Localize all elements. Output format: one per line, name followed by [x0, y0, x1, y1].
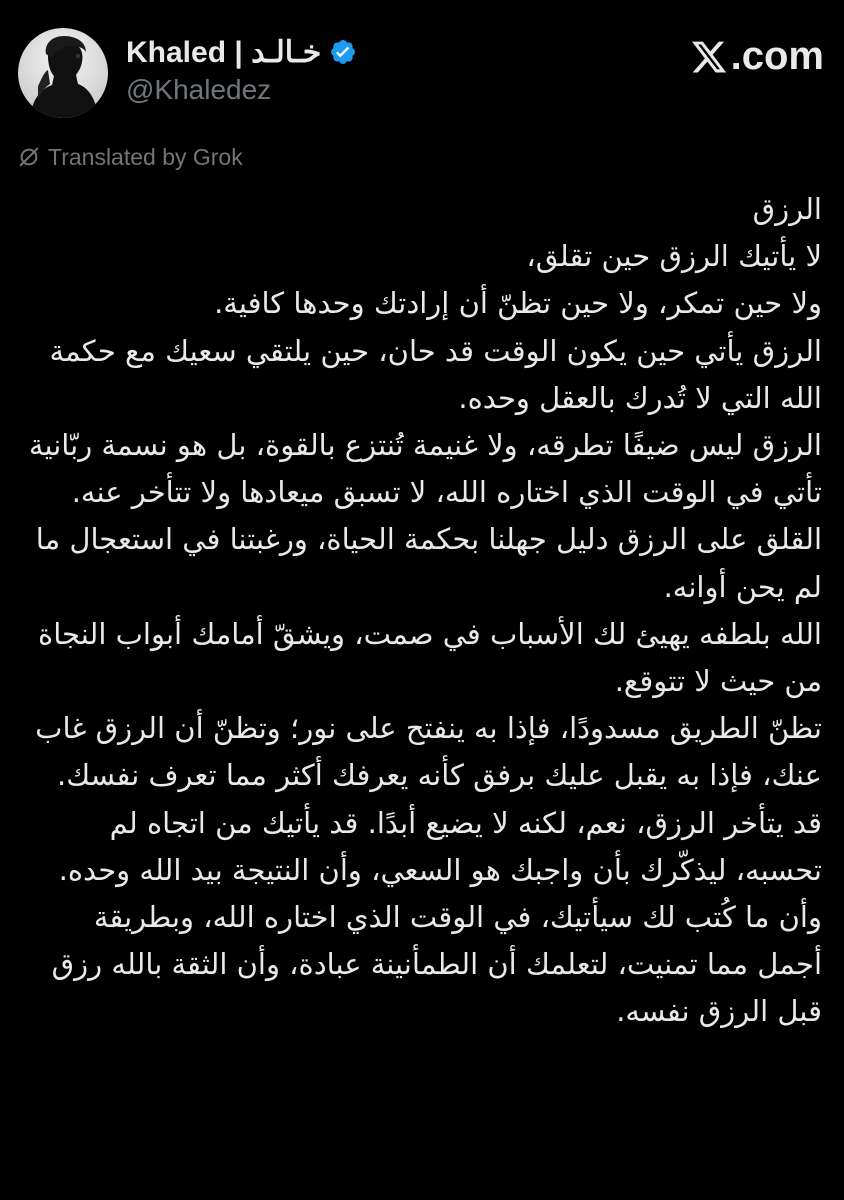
- avatar[interactable]: [18, 28, 108, 118]
- brand-domain-label: .com: [730, 34, 824, 78]
- post-paragraph: الله بلطفه يهيئ لك الأسباب في صمت، ويشقّ أمامك أبواب النجاة من حيث لا تتوقع.: [38, 616, 822, 699]
- translation-notice[interactable]: [18, 142, 243, 172]
- post-header: [18, 22, 826, 112]
- verified-badge-icon: [329, 38, 357, 66]
- grok-icon: [18, 146, 40, 168]
- post-paragraph: الرزق: [752, 192, 822, 226]
- brand-watermark: [689, 34, 824, 79]
- post-paragraph: تظنّ الطريق مسدودًا، فإذا به ينفتح على نور؛ وتظنّ أن الرزق غاب عنك، فإذا به يقبل عليك برفق كأنه يعرفك أكثر مما تعرف نفسك.: [35, 711, 822, 793]
- author-handle[interactable]: @Khaledez: [126, 74, 272, 105]
- author-display-name[interactable]: Khaled | خـالـد: [126, 35, 322, 69]
- post-paragraph: الرزق ليس ضيفًا تطرقه، ولا غنيمة تُنتزع بالقوة، بل هو نسمة ربّانية تأتي في الوقت الذي اختاره الله، لا تسبق ميعادها ولا تتأخر عنه.: [28, 428, 822, 510]
- post-paragraph: قد يتأخر الرزق، نعم، لكنه لا يضيع أبدًا. قد يأتيك من اتجاه لم تحسبه، ليذكّرك بأن واجبك هو السعي، وأن النتيجة بيد الله وحده.: [58, 805, 822, 887]
- author-name-row: [126, 32, 357, 72]
- post-paragraph: الرزق يأتي حين يكون الوقت قد حان، حين يلتقي سعيك مع حكمة الله التي لا تُدرك بالعقل وحده.: [49, 333, 822, 415]
- post-paragraph: وأن ما كُتب لك سيأتيك، في الوقت الذي اختاره الله، وبطريقة أجمل مما تمنيت، لتعلمك أن الطمأنينة عبادة، وأن الثقة بالله رزق قبل الرزق نفسه.: [51, 900, 822, 1029]
- x-logo-icon: [689, 38, 729, 76]
- post-text: [22, 186, 822, 1036]
- post-paragraph: ولا حين تمكر، ولا حين تظنّ أن إرادتك وحدها كافية.: [214, 286, 822, 321]
- post-paragraph: لا يأتيك الرزق حين تقلق،: [526, 239, 822, 274]
- translation-notice-label: Translated by Grok: [48, 143, 243, 170]
- avatar-image: [18, 28, 108, 118]
- post-paragraph: القلق على الرزق دليل جهلنا بحكمة الحياة، ورغبتنا في استعجال ما لم يحن أوانه.: [35, 522, 822, 604]
